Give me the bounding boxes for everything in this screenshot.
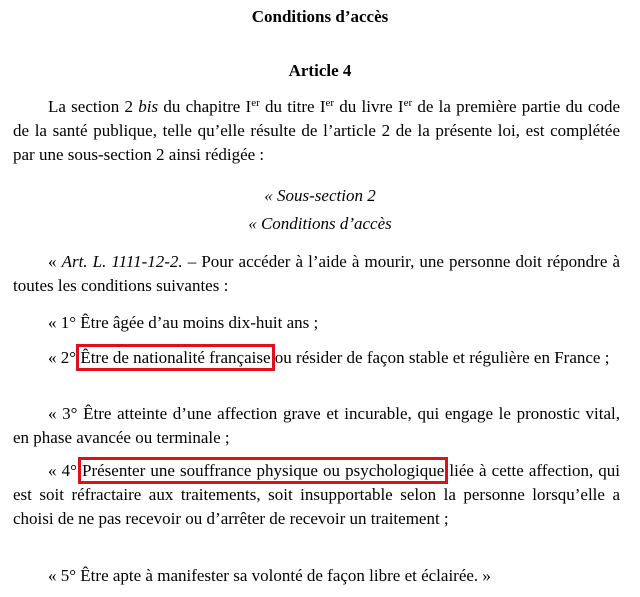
condition-1: « 1° Être âgée d’au moins dix-huit ans ; [48,313,319,332]
highlight-box-suffering: Présenter une souffrance physique ou psychologique [82,461,445,480]
article-l1111-paragraph: « Art. L. 1111-12-2. – Pour accéder à l’aide à mourir, une personne doit répondre à toutes les conditions suivantes : [13,252,620,295]
section-title: Conditions d’accès [251,7,389,26]
highlight-box-nationality: Être de nationalité française [80,348,271,367]
subsection-number: « Sous-section 2 [264,186,376,205]
condition-2: « 2° Être de nationalité française ou résider de façon stable et régulière en France ; [48,348,610,367]
condition-3: « 3° Être atteinte d’une affection grave et incurable, qui engage le pronostic vital, en phase avancée ou terminale ; [13,404,620,447]
subsection-title: « Conditions d’accès [248,214,392,233]
article-title: Article 4 [288,61,352,80]
intro-paragraph: La section 2 bis du chapitre Ier du titre Ier du livre Ier de la première partie du code de la santé publique, telle qu’elle résulte de l’article 2 de la présente loi, est complétée par une sous-section 2 ainsi rédigée : [13,97,620,164]
condition-5: « 5° Être apte à manifester sa volonté de façon libre et éclairée. » [48,566,491,585]
condition-4: « 4° Présenter une souffrance physique ou psychologique liée à cette affection, qui est soit réfractaire aux traitements, soit insupportable selon la personne lorsqu’elle a choisi de ne pas recevoir ou d’arrêter de recevoir un traitement ; [13,461,621,528]
